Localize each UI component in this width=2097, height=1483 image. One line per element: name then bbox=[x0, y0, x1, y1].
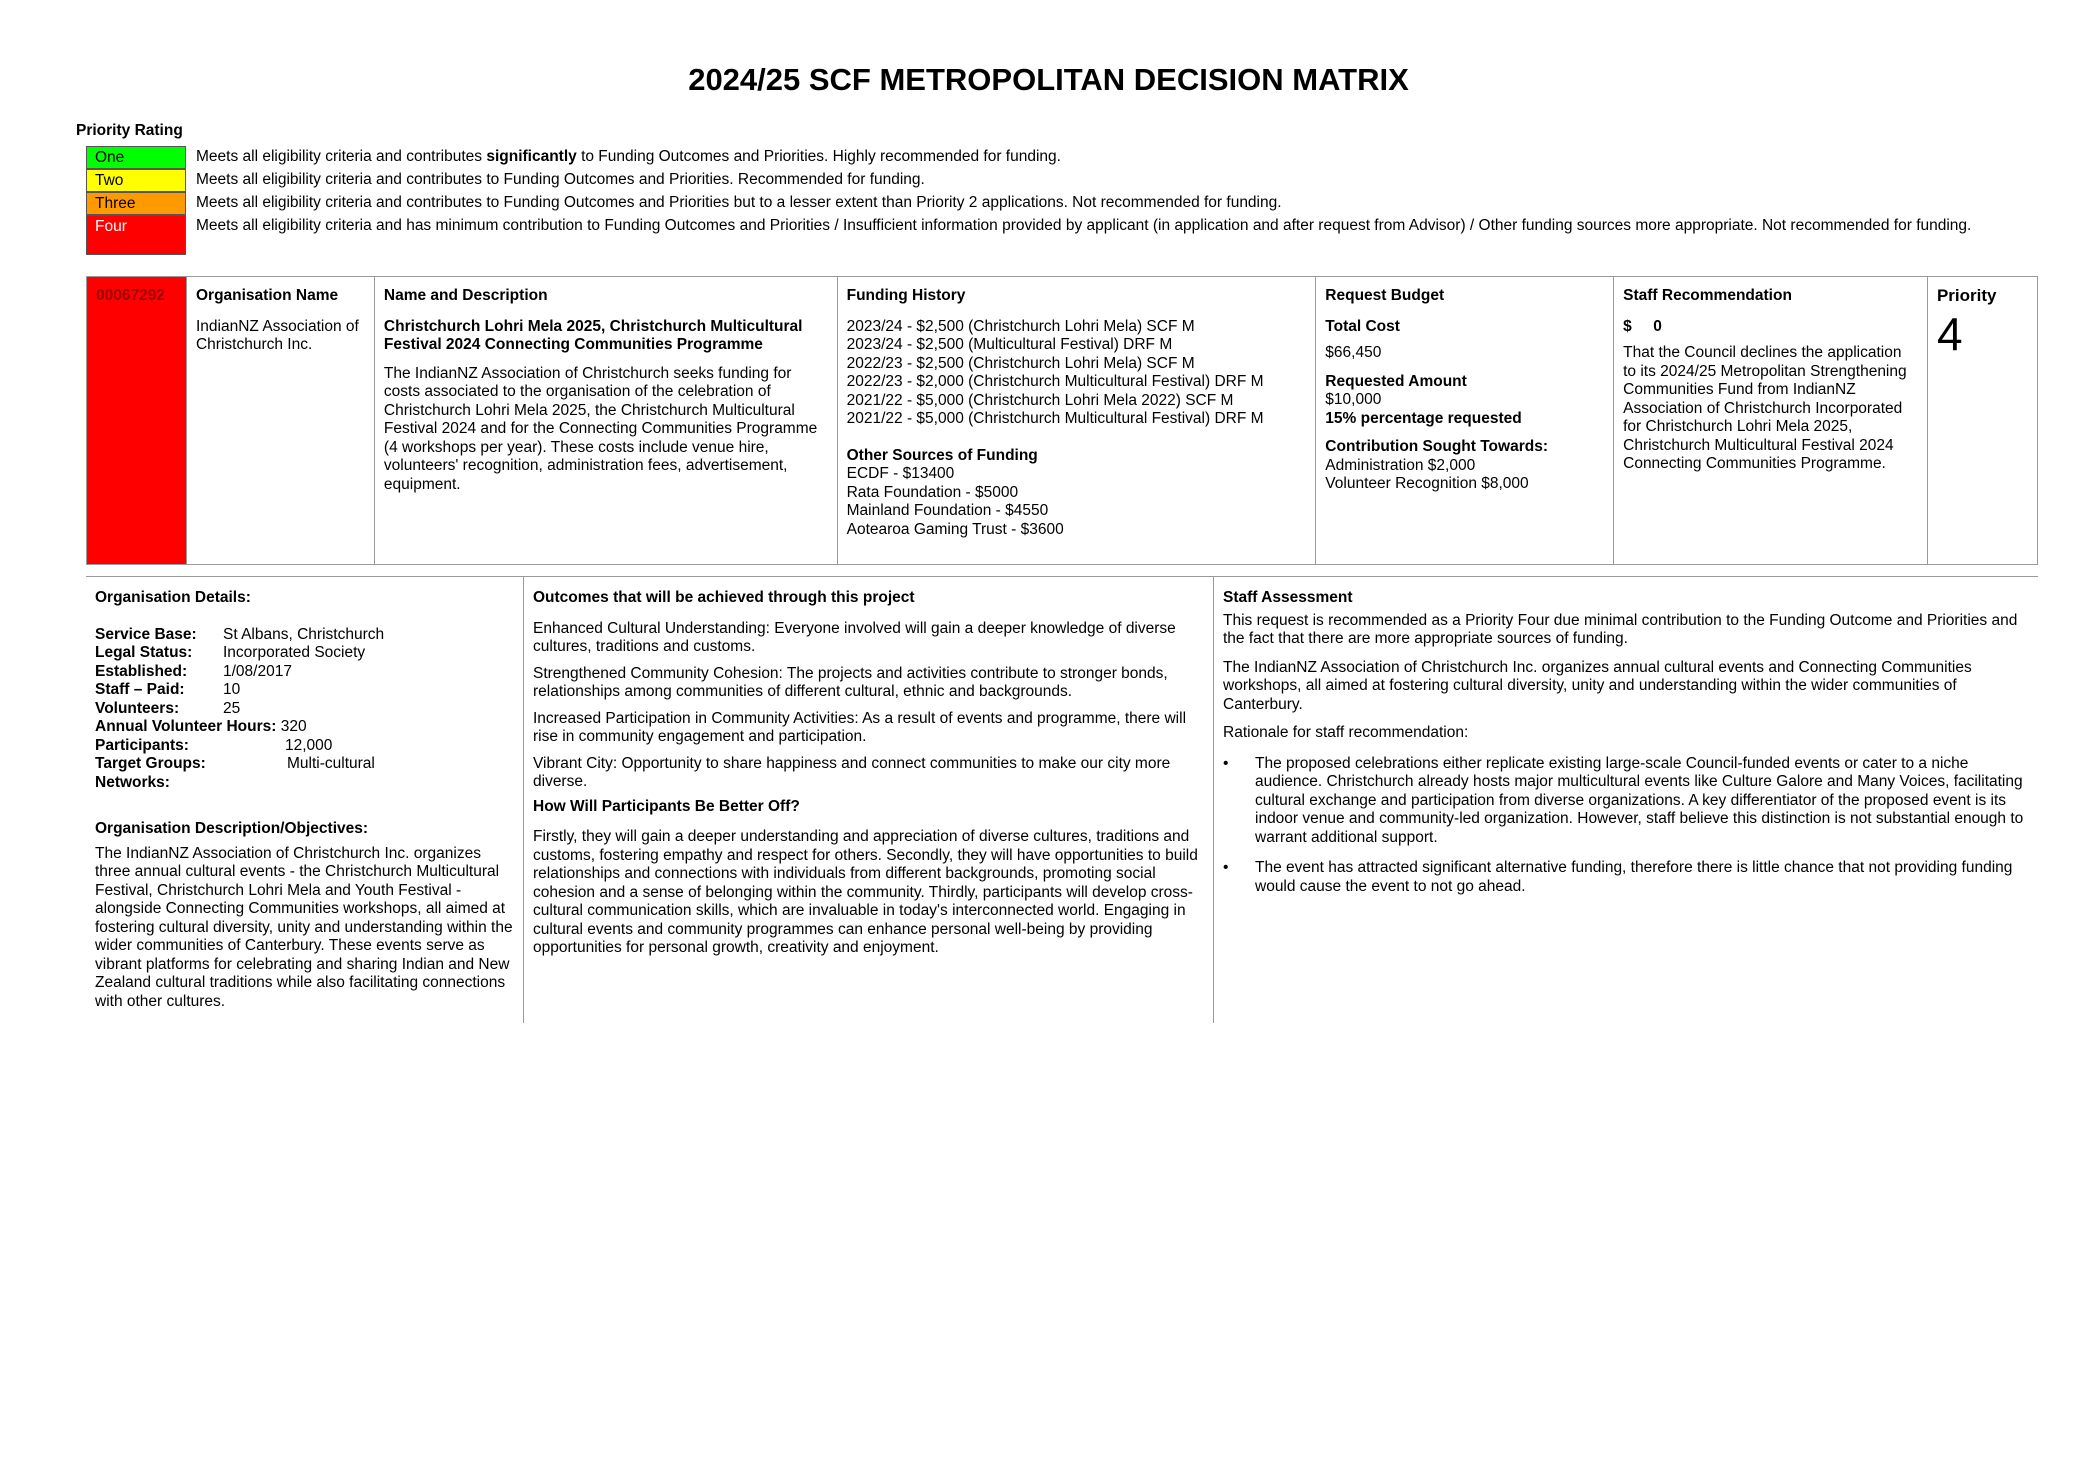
requested-amount-label: Requested Amount bbox=[1325, 372, 1467, 390]
detail-row-staff-paid: Staff – Paid: 10 bbox=[95, 681, 241, 698]
funding-history-item: 2022/23 - $2,000 (Christchurch Multicultural Festival) DRF M bbox=[846, 373, 1264, 390]
outcomes-heading: Outcomes that will be achieved through this project bbox=[533, 589, 915, 606]
legend-swatch-two: Two bbox=[86, 169, 186, 192]
funding-history-item: 2021/22 - $5,000 (Christchurch Multicultural Festival) DRF M bbox=[846, 410, 1264, 427]
staff-recommendation-text: That the Council declines the application to its 2024/25 Metropolitan Strengthening Communities Fund from IndianNZ Association of Christchurch Incorporated for Christchurch Lohri Mela 2025, Christchurch Multicultural Festival 2024 Connecting Communities Programme. bbox=[1623, 344, 1907, 472]
legend-row-four bbox=[86, 215, 2016, 255]
staff-recommendation-header: Staff Recommendation bbox=[1623, 287, 1792, 304]
details-section bbox=[86, 576, 2038, 1023]
legend-swatch-four: Four bbox=[86, 215, 186, 255]
funding-history-item: 2022/23 - $2,500 (Christchurch Lohri Mela) SCF M bbox=[846, 354, 1195, 372]
legend-text-two: Meets all eligibility criteria and contributes to Funding Outcomes and Priorities. Recommended for funding. bbox=[196, 171, 925, 188]
staff-assessment-para: This request is recommended as a Priority Four due minimal contribution to the Funding Outcome and Priorities and the fact that there are more appropriate sources of funding. bbox=[1223, 611, 2018, 647]
legend-text-four: Meets all eligibility criteria and has minimum contribution to Funding Outcomes and Priorities / Insufficient information provided by applicant (in application and after request from Advisor) / Other funding sources more appropriate. Not recommended for funding. bbox=[196, 217, 1972, 234]
legend-row-three bbox=[86, 192, 2016, 215]
organisation-name-header: Organisation Name bbox=[195, 287, 339, 304]
contribution-label: Contribution Sought Towards: bbox=[1325, 438, 1548, 455]
staff-assessment-para: The IndianNZ Association of Christchurch Inc. organizes annual cultural events and Connecting Communities workshops, all aimed at fostering cultural diversity, unity and understanding within the wider communities of Canterbury. bbox=[1223, 658, 1972, 713]
staff-recommendation-cell bbox=[1614, 277, 1928, 565]
priority-header: Priority bbox=[1936, 286, 1997, 305]
organisation-cell bbox=[186, 277, 374, 565]
project-description: The IndianNZ Association of Christchurch seeks funding for costs associated to the organisation of the celebration of Christchurch Lohri Mela 2025, the Christchurch Multicultural Festival 2024 and for the Connecting Communities Programme (4 workshops per year). These costs include venue hire, volunteers' recognition, administration fees, advertisement, equipment. bbox=[383, 364, 818, 493]
outcome-item: Vibrant City: Opportunity to share happiness and connect communities to make our city more diverse. bbox=[533, 754, 1171, 790]
funding-history-header: Funding History bbox=[846, 287, 966, 304]
legend-text-three: Meets all eligibility criteria and contributes to Funding Outcomes and Priorities but to a lesser extent than Priority 2 applications. Not recommended for funding. bbox=[196, 194, 1282, 211]
application-id-cell bbox=[87, 277, 187, 565]
other-source-item: ECDF - $13400 bbox=[846, 465, 955, 482]
funding-history-cell bbox=[837, 277, 1316, 565]
name-description-header: Name and Description bbox=[383, 287, 548, 304]
organisation-description-heading: Organisation Description/Objectives: bbox=[95, 820, 369, 837]
detail-row-legal-status: Legal Status: Incorporated Society bbox=[95, 644, 366, 661]
contribution-item: Volunteer Recognition $8,000 bbox=[1325, 475, 1529, 492]
organisation-details-heading: Organisation Details: bbox=[95, 589, 251, 606]
other-source-item: Mainland Foundation - $4550 bbox=[846, 502, 1049, 519]
legend-text-one: Meets all eligibility criteria and contributes significantly to Funding Outcomes and Priorities. Highly recommended for funding. bbox=[196, 148, 1061, 165]
priority-rating-heading: Priority Rating bbox=[76, 122, 183, 139]
outcome-item: Increased Participation in Community Activities: As a result of events and programme, there will rise in community engagement and participation. bbox=[533, 709, 1187, 745]
total-cost-value: $66,450 bbox=[1325, 344, 1382, 361]
other-sources-header: Other Sources of Funding bbox=[846, 446, 1038, 464]
percentage-requested: 15% percentage requested bbox=[1325, 409, 1522, 427]
staff-recommendation-amount: $ 0 bbox=[1623, 317, 1662, 335]
priority-value: 4 bbox=[1936, 307, 1963, 360]
priority-cell bbox=[1927, 277, 2037, 565]
detail-row-participants: Participants: 12,000 bbox=[95, 736, 333, 754]
application-id: 00067292 bbox=[96, 287, 165, 304]
staff-assessment-column bbox=[1214, 577, 2038, 1023]
other-source-item: Aotearoa Gaming Trust - $3600 bbox=[846, 520, 1064, 538]
contribution-item: Administration $2,000 bbox=[1325, 456, 1476, 474]
detail-row-target-groups: Target Groups: Multi-cultural bbox=[95, 755, 375, 772]
outcome-item: Enhanced Cultural Understanding: Everyone involved will gain a deeper knowledge of diverse cultures, traditions and customs. bbox=[533, 619, 1176, 655]
outcomes-column bbox=[524, 577, 1214, 1023]
request-budget-header: Request Budget bbox=[1325, 287, 1445, 304]
requested-amount-value: $10,000 bbox=[1325, 391, 1382, 408]
legend-row-two bbox=[86, 169, 2016, 192]
funding-history-item: 2021/22 - $5,000 (Christchurch Lohri Mela 2022) SCF M bbox=[846, 391, 1234, 409]
detail-row-service-base: Service Base: St Albans, Christchurch bbox=[95, 625, 385, 643]
detail-row-established: Established: 1/08/2017 bbox=[95, 662, 292, 680]
total-cost-label: Total Cost bbox=[1325, 317, 1400, 335]
organisation-name: IndianNZ Association of Christchurch Inc. bbox=[195, 317, 359, 353]
name-description-cell bbox=[374, 277, 837, 565]
detail-row-annual-hours: Annual Volunteer Hours: 320 bbox=[95, 718, 307, 735]
list-item: • The event has attracted significant alternative funding, therefore there is little chance that not providing funding would cause the event to not go ahead. bbox=[1255, 859, 2029, 896]
priority-rating-legend bbox=[86, 146, 2016, 255]
funding-history-item: 2023/24 - $2,500 (Multicultural Festival) DRF M bbox=[846, 336, 1173, 353]
legend-swatch-three: Three bbox=[86, 192, 186, 215]
page-title: 2024/25 SCF METROPOLITAN DECISION MATRIX bbox=[688, 62, 1409, 97]
staff-assessment-heading: Staff Assessment bbox=[1223, 589, 1353, 606]
better-off-text: Firstly, they will gain a deeper understanding and appreciation of diverse cultures, traditions and customs, fostering empathy and respect for others. Secondly, they will have opportunities to build relationships and connections with individuals from different backgrounds, promoting social cohesion and a sense of belonging within the community. Thirdly, participants will develop cross-cultural communication skills, which are invaluable in today's interconnected world. Engaging in cultural events and community programmes can enhance personal well-being by providing opportunities for personal growth, creativity and enjoyment. bbox=[533, 828, 1198, 956]
rationale-list bbox=[1223, 755, 2029, 897]
better-off-heading: How Will Participants Be Better Off? bbox=[533, 797, 800, 815]
rationale-heading: Rationale for staff recommendation: bbox=[1223, 724, 1469, 741]
list-item: • The proposed celebrations either replicate existing large-scale Council-funded events or cater to a niche audience. Christchurch already hosts major multicultural events like Culture Galore and Many Voices, facilitating cultural exchange and participation from diverse organizations. A key differentiator of the proposed event is its indoor venue and community-led organization. However, staff believe this distinction is not substantial enough to warrant additional support. bbox=[1255, 755, 2029, 848]
detail-row-networks: Networks: bbox=[95, 773, 170, 791]
organisation-description: The IndianNZ Association of Christchurch Inc. organizes three annual cultural events - the Christchurch Multicultural Festival, Christchurch Lohri Mela and Youth Festival - alongside Connecting Communities workshops, all aimed at fostering cultural diversity, unity and understanding within the wider communities of Canterbury. These events serve as vibrant platforms for celebrating and sharing Indian and New Zealand cultural traditions while also facilitating connections with other cultures. bbox=[95, 844, 513, 1010]
detail-row-volunteers: Volunteers: 25 bbox=[95, 699, 241, 717]
table-row bbox=[87, 277, 2038, 565]
project-title: Christchurch Lohri Mela 2025, Christchurch Multicultural Festival 2024 Connecting Communities Programme bbox=[383, 317, 803, 353]
funding-history-item: 2023/24 - $2,500 (Christchurch Lohri Mela) SCF M bbox=[846, 317, 1195, 335]
legend-row-one bbox=[86, 146, 2016, 169]
outcome-item: Strengthened Community Cohesion: The projects and activities contribute to stronger bonds, relationships among communities of different cultural, ethnic and backgrounds. bbox=[533, 664, 1168, 700]
other-source-item: Rata Foundation - $5000 bbox=[846, 483, 1019, 501]
decision-matrix-table bbox=[86, 276, 2038, 565]
organisation-details-column bbox=[86, 577, 524, 1023]
request-budget-cell bbox=[1316, 277, 1614, 565]
legend-swatch-one: One bbox=[86, 146, 186, 169]
